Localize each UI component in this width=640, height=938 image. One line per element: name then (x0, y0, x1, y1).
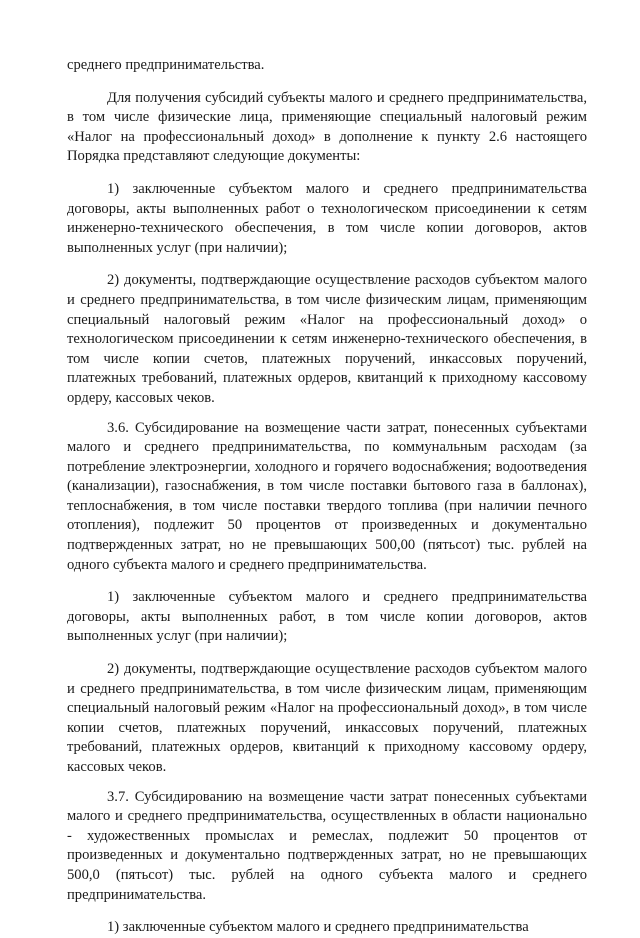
paragraph-item-1-crafts: 1) заключенные субъектом малого и среднего предпринимательства (107, 919, 529, 936)
paragraph-section-3-6: 3.6. Субсидирование на возмещение части затрат, понесенных субъектами малого и среднего предпринимательства, по коммунальным расходам (за потребление электроэнергии, холодного и горячего водоснабжения; водоотведения (канализации), газоснабжения, в том числе поставки бытового газа в баллонах), теплоснабжения, в том числе поставки твердого топлива (при наличии печного отопления), подлежит 50 процентов от произведенных и документально подтвержденных затрат, но не превышающих 500,00 (пятьсот) тыс. рублей на одного субъекта малого и среднего предпринимательства. (67, 419, 587, 573)
document-page (67, 56, 587, 938)
paragraph-documents-intro: Для получения субсидий субъекты малого и среднего предпринимательства, в том числе физические лица, применяющие специальный налоговый режим «Налог на профессиональный доход» в дополнение к пункту 2.6 настоящего Порядка представляют следующие документы: (67, 89, 587, 165)
paragraph-item-2-expenses: 2) документы, подтверждающие осуществление расходов субъектом малого и среднего предпринимательства, в том числе физическим лицам, применяющим специальный налоговый режим «Налог на профессиональный доход» о технологическом присоединении к сетям инженерно-технического обеспечения, в том числе копии счетов, платежных поручений, инкассовых поручений, платежных требований, платежных ордеров, квитанций к приходному кассовому ордеру, кассовых чеков. (67, 272, 587, 406)
paragraph-item-1-contracts: 1) заключенные субъектом малого и среднего предпринимательства договоры, акты выполненных работ о технологическом присоединении к сетям инженерно-технического обеспечения, в том числе копии договоров, актов выполненных услуг (при наличии); (67, 180, 587, 256)
paragraph-item-2-expenses-utilities: 2) документы, подтверждающие осуществление расходов субъектом малого и среднего предпринимательства, в том числе физическим лицам, применяющим специальный налоговый режим «Налог на профессиональный доход», в том числе копии счетов, платежных поручений, инкассовых поручений, платежных требований, платежных ордеров, квитанций к приходному кассовому ордеру, кассовых чеков. (67, 661, 587, 775)
paragraph-continuation: среднего предпринимательства. (67, 57, 265, 73)
paragraph-section-3-7: 3.7. Субсидированию на возмещение части затрат понесенных субъектами малого и среднего предпринимательства, осуществленных в области национально - художественных промыслах и ремеслах, подлежит 50 процентов от произведенных и документально подтвержденных затрат, но не превышающих 500,0 (пятьсот) тыс. рублей на одного субъекта малого и среднего предпринимательства. (67, 788, 587, 903)
paragraph-item-1-contracts-utilities: 1) заключенные субъектом малого и среднего предпринимательства договоры, акты выполненных работ, в том числе копии договоров, актов выполненных услуг (при наличии); (67, 589, 587, 645)
